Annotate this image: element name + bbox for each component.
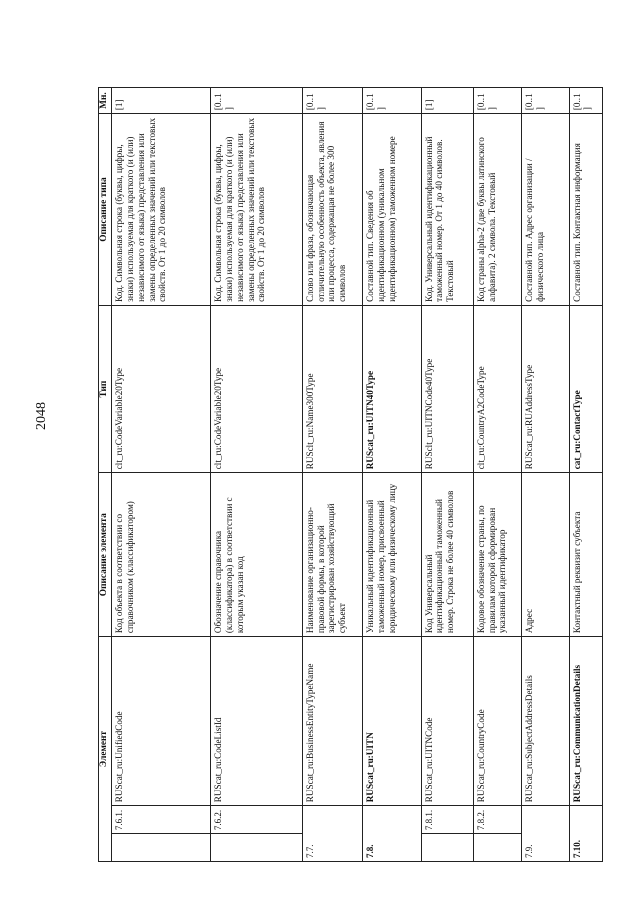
table-row (521, 88, 569, 862)
row-element-desc: Кодовое обозначение страны, по правилам которой сформирован указанный идентификатор (473, 473, 521, 637)
row-number-level1: 7.10. (569, 806, 602, 862)
row-element: RUScat_ru:UITNCode (421, 637, 473, 806)
row-element-desc: Контактный реквизит субъекта (569, 473, 602, 637)
table-row (569, 88, 602, 862)
row-number-level1 (473, 834, 521, 862)
header-element: Элемент (99, 637, 112, 862)
row-type-desc: Составной тип. Контактная информация (569, 114, 602, 306)
page-number: 2048 (34, 402, 49, 430)
row-element-desc: Адрес (521, 473, 569, 637)
row-number-level1 (112, 834, 211, 862)
row-number-level1 (421, 834, 473, 862)
row-type: RUSclt_ru:UITNCode40Type (421, 305, 473, 472)
row-number-level2: 7.6.2. (211, 806, 303, 834)
row-cardinality: [1] (112, 88, 211, 114)
row-element-desc: Уникальный идентификационный таможенный номер, присвоенный юридическому или физическому лицу (363, 473, 421, 637)
row-type: RUSclt_ru:Name300Type (302, 305, 362, 472)
row-element-desc: Обозначение справочника (классификатора) в соответствии с которым указан код (211, 473, 303, 637)
header-element-desc: Описание элемента (99, 473, 112, 637)
row-element: RUScat_ru:UnifiedCode (112, 637, 211, 806)
row-element: RUScat_ru:BusinessEntityTypeName (302, 637, 362, 806)
row-type: RUScat_ru:UITN40Type (363, 305, 421, 472)
row-element-desc: Наименование организационно-правовой формы, в которой зарегистрирован хозяйствующий субъект (302, 473, 362, 637)
table-row (473, 88, 521, 862)
row-cardinality: [0..1] (302, 88, 362, 114)
header-type: Тип (99, 305, 112, 472)
row-cardinality: [0..1] (211, 88, 303, 114)
row-element: RUScat_ru:UITN (363, 637, 421, 806)
row-type-desc: Код. Символьная строка (буквы, цифры, знаки) используемая для краткого (и (или) независимого от языка) представления или замены определенных значений или текстовых свойств. От 1 до 20 символов (112, 114, 211, 306)
row-type: clt_ru:CountryA2CodeType (473, 305, 521, 472)
table-row (363, 88, 421, 862)
row-number-level1: 7.9. (521, 806, 569, 862)
row-type: cat_ru:ContactType (569, 305, 602, 472)
table-row (112, 88, 211, 862)
table-row (302, 88, 362, 862)
row-cardinality: [0..1] (569, 88, 602, 114)
row-element: RUScat_ru:SubjectAddressDetails (521, 637, 569, 806)
row-element: RUScat_ru:CodeListId (211, 637, 303, 806)
row-element: RUScat_ru:CountryCode (473, 637, 521, 806)
row-type: clt_ru:CodeVariable20Type (112, 305, 211, 472)
row-type-desc: Код страны alpha-2 (две буквы латинского алфавита). 2 символа. Текстовый (473, 114, 521, 306)
row-type-desc: Слово или фраза, обозначающая отличительную особенность объекта, явления или процесса, содержащая не более 300 символов (302, 114, 362, 306)
row-element-desc: Код объекта в соответствии со справочником (классификатором) (112, 473, 211, 637)
row-type: clt_ru:CodeVariable20Type (211, 305, 303, 472)
row-number-level1 (211, 834, 303, 862)
row-cardinality: [0..1] (521, 88, 569, 114)
row-type-desc: Составной тип. Адрес организации / физического лица (521, 114, 569, 306)
spec-table (98, 87, 603, 862)
table-row (211, 88, 303, 862)
row-type: RUScat_ru:RUAddressType (521, 305, 569, 472)
row-number-level2: 7.8.1. (421, 806, 473, 834)
row-number-level2: 7.6.1. (112, 806, 211, 834)
row-type-desc: Код. Символьная строка (буквы, цифры, знаки) используемая для краткого (и (или) независимого от языка) представления или замены определенных значений или текстовых свойств. От 1 до 20 символов (211, 114, 303, 306)
row-type-desc: Составной тип. Сведения об идентификационном (уникальном идентификационном) таможенном номере (363, 114, 421, 306)
header-cardinality: Мн. (99, 88, 112, 114)
row-element: RUScat_ru:CommunicationDetails (569, 637, 602, 806)
row-number-level1: 7.8. (363, 806, 421, 862)
table-header-row (99, 88, 112, 862)
row-number-level2: 7.8.2. (473, 806, 521, 834)
rotated-table-container (98, 87, 603, 862)
row-element-desc: Код Универсальный идентификационный таможенный номер. Строка не более 40 символов (421, 473, 473, 637)
header-type-desc: Описание типа (99, 114, 112, 306)
row-number-level1: 7.7. (302, 806, 362, 862)
row-type-desc: Код. Универсальный идентификационный таможенный номер. От 1 до 40 символов. Текстовый (421, 114, 473, 306)
row-cardinality: [1] (421, 88, 473, 114)
table-row (421, 88, 473, 862)
row-cardinality: [0..1] (473, 88, 521, 114)
row-cardinality: [0..1] (363, 88, 421, 114)
